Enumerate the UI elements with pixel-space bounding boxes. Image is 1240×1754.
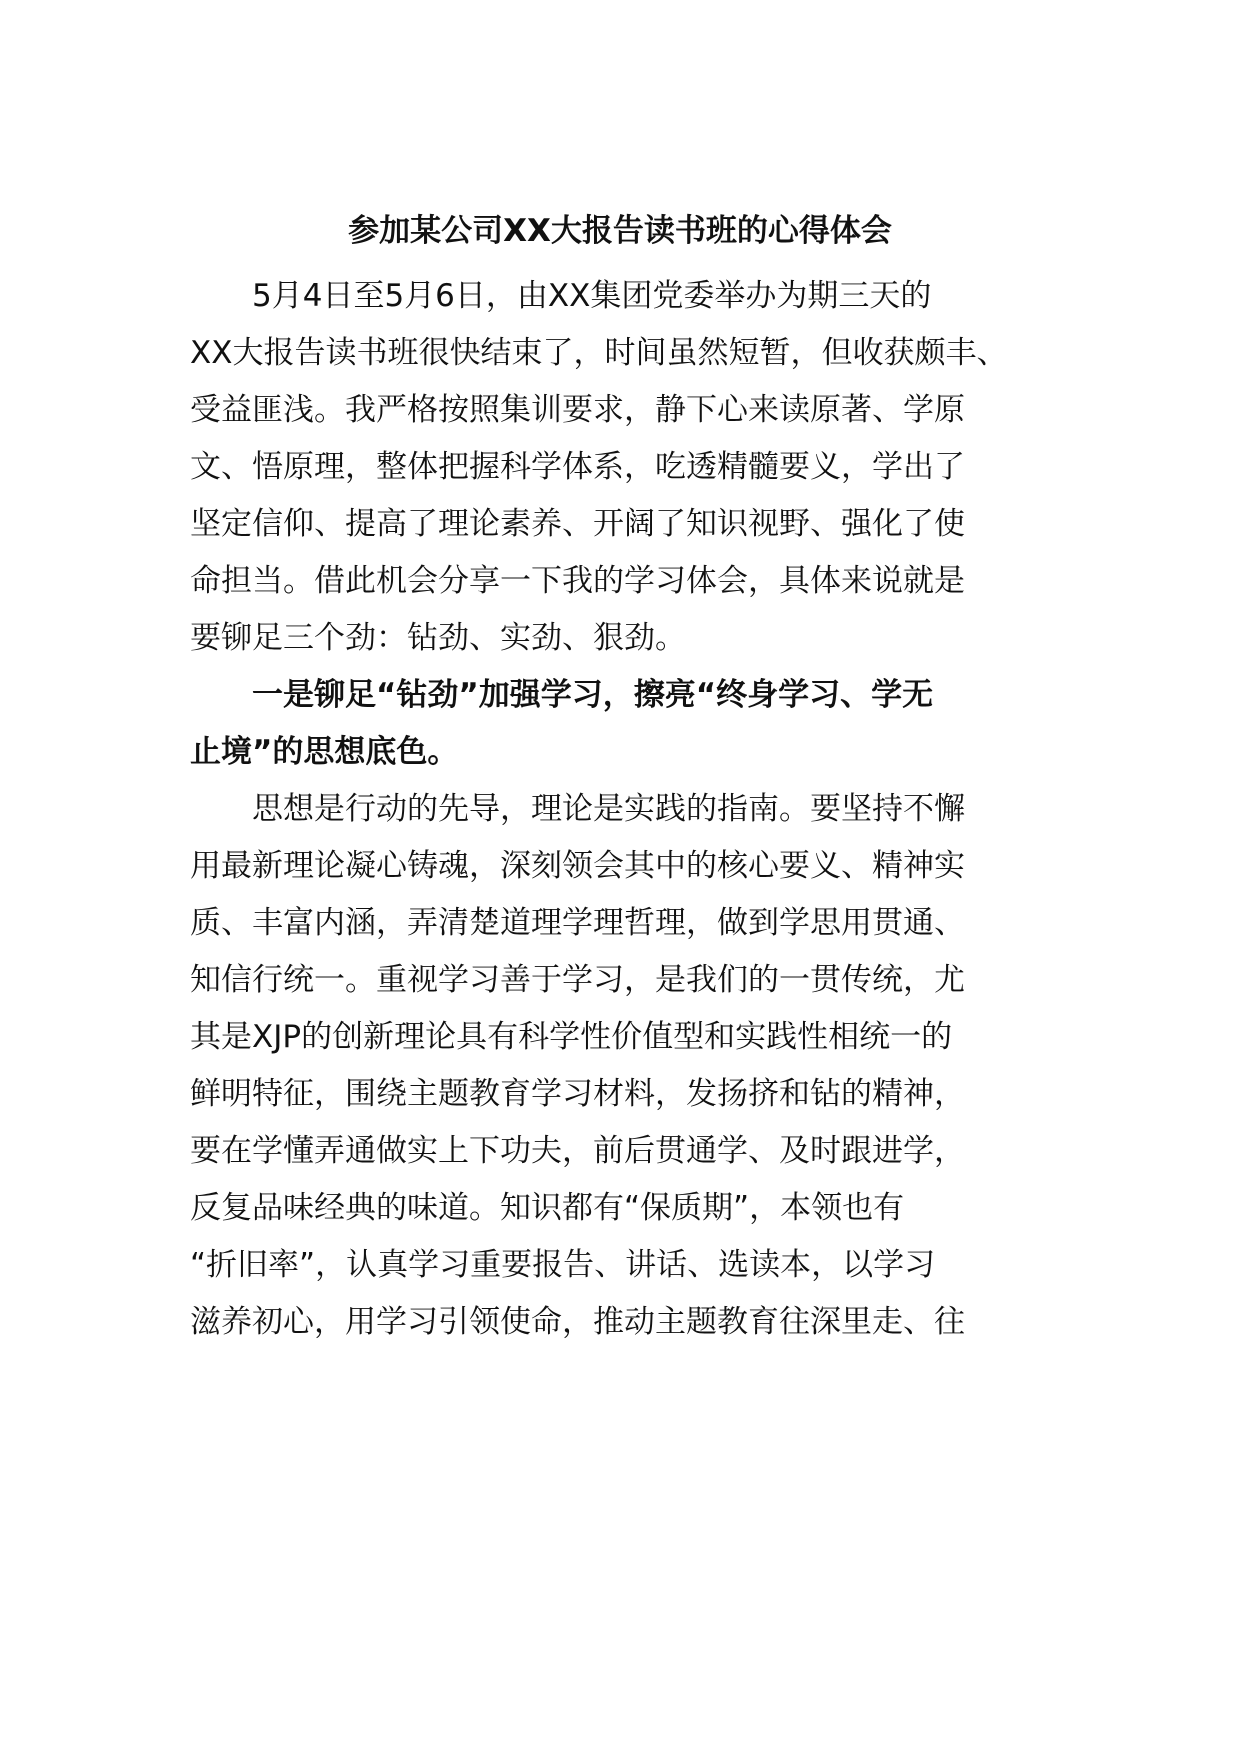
body-line: 反复品味经典的味道。知识都有“保质期”，本领也有 xyxy=(190,1190,905,1226)
body-line: 其是XJP的创新理论具有科学性价值型和实践性相统一的 xyxy=(190,1019,953,1055)
body-line: 用最新理论凝心铸魂，深刻领会其中的核心要义、精神实 xyxy=(190,848,965,884)
document-title: 参加某公司XX大报告读书班的心得体会 xyxy=(348,213,892,249)
body-line: “折旧率”，认真学习重要报告、讲话、选读本，以学习 xyxy=(190,1247,936,1283)
body-line: 受益匪浅。我严格按照集训要求，静下心来读原著、学原 xyxy=(190,392,965,428)
body-line: 思想是行动的先导，理论是实践的指南。要坚持不懈 xyxy=(190,791,965,827)
body-line: XX大报告读书班很快结束了，时间虽然短暂，但收获颇丰、 xyxy=(190,335,1008,371)
body-line: 滋养初心，用学习引领使命，推动主题教育往深里走、往 xyxy=(190,1304,965,1340)
body-line: 鲜明特征，围绕主题教育学习材料，发扬挤和钻的精神， xyxy=(190,1076,965,1112)
body-line: 5月4日至5月6日，由XX集团党委举办为期三天的 xyxy=(190,278,932,314)
body-line: 质、丰富内涵，弄清楚道理学理哲理，做到学思用贯通、 xyxy=(190,905,965,941)
body-line: 要铆足三个劲：钻劲、实劲、狠劲。 xyxy=(190,620,686,656)
body-line: 命担当。借此机会分享一下我的学习体会，具体来说就是 xyxy=(190,563,965,599)
section-heading-line: 止境”的思想底色。 xyxy=(190,734,459,770)
body-line: 文、悟原理，整体把握科学体系，吃透精髓要义，学出了 xyxy=(190,449,965,485)
body-line: 坚定信仰、提高了理论素养、开阔了知识视野、强化了使 xyxy=(190,506,965,542)
body-line: 要在学懂弄通做实上下功夫，前后贯通学、及时跟进学， xyxy=(190,1133,965,1169)
section-heading-line: 一是铆足“钻劲”加强学习，擦亮“终身学习、学无 xyxy=(190,677,934,713)
body-line: 知信行统一。重视学习善于学习，是我们的一贯传统，尤 xyxy=(190,962,965,998)
